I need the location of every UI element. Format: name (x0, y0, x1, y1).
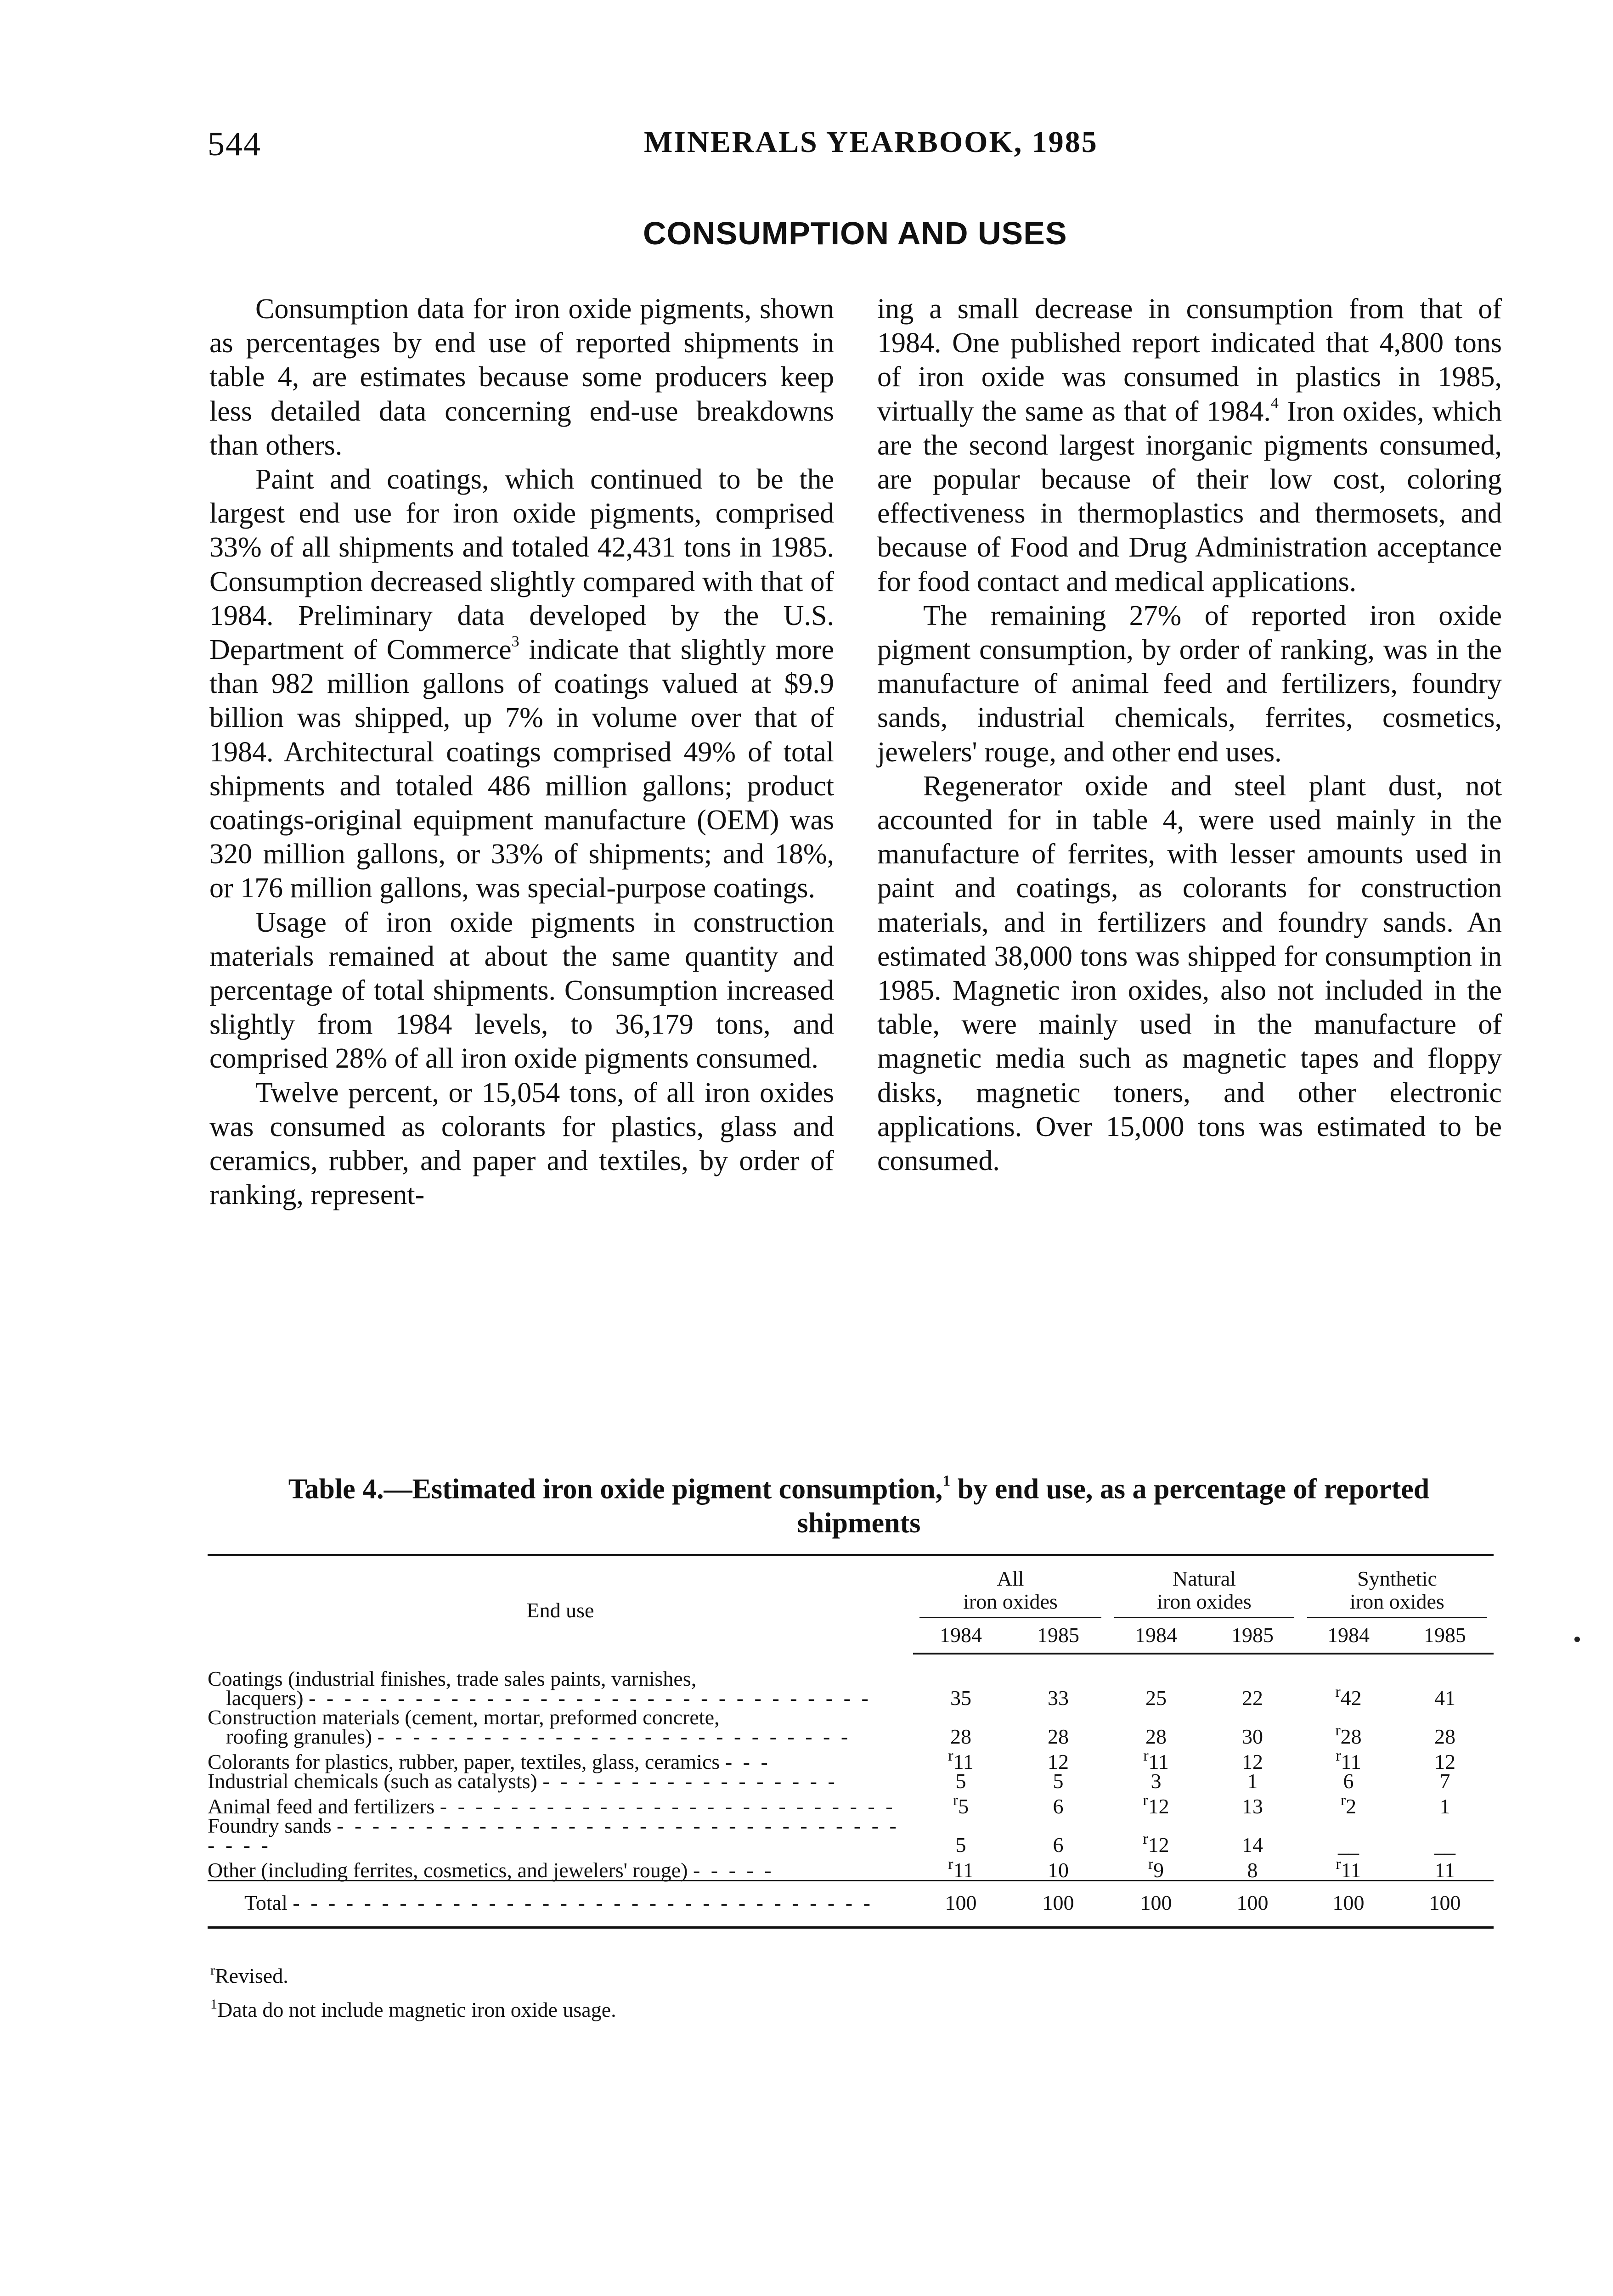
table-cell (1301, 1769, 1396, 1793)
table-cell (1009, 1654, 1108, 1708)
cell-value: 8 (1247, 1858, 1258, 1882)
header-year: 1985 (1204, 1618, 1301, 1654)
table-cell (913, 1708, 1009, 1746)
cell-value: 41 (1434, 1686, 1455, 1710)
cell-value: 12 (1148, 1833, 1169, 1857)
table-row (208, 1746, 1494, 1772)
cell-value: 6 (1343, 1769, 1354, 1793)
cell-value: 11 (1148, 1750, 1169, 1773)
cell-value: 11 (1434, 1858, 1455, 1882)
revised-mark: r (1335, 1683, 1341, 1700)
right-text-column (877, 292, 1502, 1178)
cell-value: 2 (1346, 1795, 1357, 1818)
table-total-row (208, 1881, 1494, 1928)
cell-value: 12 (1148, 1795, 1169, 1818)
cell-value: 9 (1153, 1858, 1164, 1882)
table-cell (1396, 1708, 1494, 1746)
table-cell (1108, 1855, 1204, 1881)
table-row (208, 1708, 1494, 1746)
cell-value: 30 (1242, 1725, 1263, 1748)
header-line: Synthetic (1357, 1567, 1437, 1590)
table-cell (1204, 1769, 1301, 1793)
paragraph-plastics (877, 292, 1502, 599)
cell-value: 5 (955, 1833, 966, 1857)
header-year: 1985 (1009, 1618, 1108, 1654)
header-group-natural (1108, 1555, 1301, 1619)
revised-mark: r (1340, 1792, 1346, 1809)
header-year: 1984 (1108, 1618, 1204, 1654)
cell-value: __ (1434, 1833, 1455, 1857)
header-year: 1985 (1396, 1618, 1494, 1654)
table-cell (1396, 1654, 1494, 1708)
table-row (208, 1791, 1494, 1816)
cell-value: 1 (1247, 1769, 1258, 1793)
row-label (208, 1746, 913, 1772)
cell-value: 28 (950, 1725, 971, 1748)
table-cell (913, 1746, 1009, 1772)
header-line: All (997, 1567, 1024, 1590)
paragraph-text: indicate that slightly more than 982 million gallons of coatings valued at $9.9 billion was shipped, up 7% in volume over that of 1984. Architectural coatings comprised 49% of total shipments and totaled 486 million gallons; product coatings-original equipment manufacture (OEM) was 320 million gallons, or 33% of shipments; and 18%, or 176 million gallons, was special-purpose coatings. (209, 634, 835, 904)
dot-leader: - - - - - - - - - - - - - - - - - - - - - - - - - - (440, 1795, 896, 1818)
total-label-text: Total (244, 1891, 288, 1914)
cell-value: 7 (1439, 1769, 1450, 1793)
dot-leader: - - - - - - - - - - - - - - - - - - - - - - - - - - - (377, 1725, 851, 1748)
cell-value: 5 (1053, 1769, 1064, 1793)
page-number: 544 (208, 125, 261, 163)
cell-value: 12 (1242, 1750, 1263, 1773)
cell-value: 6 (1053, 1833, 1064, 1857)
cell-value: 1 (1439, 1795, 1450, 1818)
cell-value: 11 (953, 1858, 974, 1882)
dot-leader: - - - (725, 1750, 771, 1773)
header-line: iron oxides (963, 1590, 1058, 1613)
total-cell: 100 (1301, 1881, 1396, 1928)
table-cell (1301, 1654, 1396, 1708)
paragraph-paint-coatings (209, 462, 834, 906)
row-label-line: Foundry sands (208, 1814, 332, 1837)
cell-value: 14 (1242, 1833, 1263, 1857)
revised-mark: r (1335, 1722, 1341, 1739)
footnote-ref: 4 (1270, 394, 1279, 412)
cell-value: 28 (1048, 1725, 1069, 1748)
table-cell (1108, 1791, 1204, 1816)
row-label (208, 1769, 913, 1793)
cell-value: 5 (958, 1795, 969, 1818)
table-cell (913, 1791, 1009, 1816)
row-label-line: lacquers) (226, 1686, 304, 1710)
cell-value: 13 (1242, 1795, 1263, 1818)
footnote-ref: 3 (511, 633, 519, 650)
revised-mark: r (1143, 1830, 1148, 1847)
cell-value: 12 (1434, 1750, 1455, 1773)
page-header (208, 125, 1404, 166)
footnote-text: Data do not include magnetic iron oxide usage. (217, 1998, 616, 2021)
paragraph-remaining: The remaining 27% of reported iron oxide pigment consumption, by order of ranking, was in the manufacture of animal feed and fertilizers, foundry sands, industrial chemicals, ferrites, cosmetics, jewelers' rouge, and other end uses. (877, 600, 1502, 768)
cell-value: 28 (1145, 1725, 1167, 1748)
total-cell: 100 (1009, 1881, 1108, 1928)
table-cell (1108, 1746, 1204, 1772)
table-cell (1301, 1746, 1396, 1772)
table-cell (1301, 1855, 1396, 1881)
table-cell (1009, 1746, 1108, 1772)
paragraph-construction: Usage of iron oxide pigments in construction materials remained at about the same quantity and percentage of total shipments. Consumption increased slightly from 1984 levels, to 36,179 tons, and comprised 28% of all iron oxide pigments consumed. (209, 906, 834, 1075)
cell-value: 11 (953, 1750, 974, 1773)
table-cell (1204, 1654, 1301, 1708)
header-line: iron oxides (1157, 1590, 1252, 1613)
paragraph-text: Paint and coatings, which continued to be the largest end use for iron oxide pigments, comprised 33% of all shipments and totaled 42,431 tons in 1985. Consumption decreased slightly compared with that of 1984. Preliminary data developed by the U.S. Department of Commerce (209, 464, 834, 666)
row-label (208, 1791, 913, 1816)
total-label (208, 1881, 913, 1928)
stray-mark (1574, 1637, 1580, 1642)
table-cell (1009, 1791, 1108, 1816)
cell-value: 11 (1341, 1750, 1361, 1773)
cell-value: 35 (950, 1686, 971, 1710)
revised-mark: r (1148, 1856, 1154, 1873)
caption-text: by end use, as a percentage of reported shipments (797, 1474, 1430, 1539)
cell-value: 33 (1048, 1686, 1069, 1710)
total-cell: 100 (1108, 1881, 1204, 1928)
table-cell (913, 1769, 1009, 1793)
table-caption (239, 1472, 1479, 1540)
cell-value: 6 (1053, 1795, 1064, 1818)
table-cell (913, 1855, 1009, 1881)
cell-value: 11 (1341, 1858, 1361, 1882)
table-cell (913, 1816, 1009, 1855)
table-cell (1009, 1816, 1108, 1855)
header-line: iron oxides (1350, 1590, 1444, 1613)
table-cell (1108, 1708, 1204, 1746)
header-line: Natural (1173, 1567, 1236, 1590)
table-footnotes (210, 1956, 616, 2024)
paragraph-regenerator-oxide: Regenerator oxide and steel plant dust, not accounted for in table 4, were used mainly in the manufacture of ferrites, with lesser amounts used in paint and coatings, as colorants for construction materials, and in fertilizers and foundry sands. An estimated 38,000 tons was shipped for consumption in 1985. Magnetic iron oxides, also not included in the table, were mainly used in the manufacture of magnetic media such as magnetic tapes and floppy disks, magnetic toners, and other electronic applications. Over 15,000 tons was estimated to be consumed. (877, 770, 1502, 1177)
row-label-line: Other (including ferrites, cosmetics, and jewelers' rouge) (208, 1858, 688, 1882)
revised-mark: r (1336, 1856, 1341, 1873)
row-label (208, 1855, 913, 1881)
revised-mark: r (948, 1856, 953, 1873)
table-row (208, 1816, 1494, 1855)
table-row (208, 1855, 1494, 1881)
header-end-use: End use (208, 1555, 913, 1654)
row-label (208, 1705, 913, 1748)
dot-leader: - - - - - - - - - - - - - - - - - - - - - - - - - - - - - - - - - (293, 1891, 873, 1914)
total-cell: 100 (1204, 1881, 1301, 1928)
footnote-mark: r (210, 1963, 215, 1978)
header-group-synthetic (1301, 1555, 1494, 1619)
table-cell (1009, 1769, 1108, 1793)
cell-value: 28 (1340, 1725, 1362, 1748)
row-label-line: Construction materials (cement, mortar, preformed concrete, (208, 1705, 720, 1729)
cell-value: 28 (1434, 1725, 1455, 1748)
cell-value: 10 (1048, 1858, 1069, 1882)
table-cell (1204, 1816, 1301, 1855)
table-cell (1204, 1855, 1301, 1881)
table-row (208, 1654, 1494, 1708)
footnote-ref: 1 (942, 1472, 951, 1490)
paragraph-data-estimates: Consumption data for iron oxide pigments, shown as percentages by end use of reported shipments in table 4, are estimates because some producers keep less detailed data concerning end-use breakdowns than others. (209, 293, 834, 461)
header-group-all (913, 1555, 1108, 1619)
footnote-1 (210, 1990, 616, 2024)
paragraph-text: ing a small decrease in consumption from that of 1984. One published report indicated that 4,800 tons of iron oxide was consumed in plastics in 1985, virtually the same as that of 1984. (877, 293, 1502, 427)
table-cell (1301, 1708, 1396, 1746)
caption-text: Table 4.—Estimated iron oxide pigment consumption, (288, 1474, 943, 1505)
left-text-column (209, 292, 834, 1212)
row-label-line: Industrial chemicals (such as catalysts) (208, 1769, 537, 1793)
table-row (208, 1772, 1494, 1791)
row-label-line: Colorants for plastics, rubber, paper, textiles, glass, ceramics (208, 1750, 720, 1773)
table-cell (913, 1654, 1009, 1708)
table-cell (1396, 1816, 1494, 1855)
cell-value: 5 (955, 1769, 966, 1793)
paragraph-colorants: Twelve percent, or 15,054 tons, of all iron oxides was consumed as colorants for plastics, glass and ceramics, rubber, and paper and textiles, by order of ranking, represent- (209, 1077, 834, 1211)
table-cell (1204, 1708, 1301, 1746)
table-cell (1301, 1816, 1396, 1855)
consumption-table (208, 1554, 1494, 1929)
total-cell: 100 (913, 1881, 1009, 1928)
table-cell (1009, 1855, 1108, 1881)
table-cell (1396, 1855, 1494, 1881)
cell-value: 3 (1151, 1769, 1162, 1793)
table-body (208, 1654, 1494, 1928)
section-heading: CONSUMPTION AND USES (643, 215, 1067, 251)
row-label (208, 1654, 913, 1708)
table-cell (1396, 1746, 1494, 1772)
row-label-line: Coatings (industrial finishes, trade sales paints, varnishes, (208, 1667, 697, 1690)
dot-leader: - - - - - - - - - - - - - - - - - - - - - - - - - - - - - - - - - - - - (208, 1814, 899, 1857)
row-label (208, 1816, 913, 1855)
table-cell (1009, 1708, 1108, 1746)
cell-value: 25 (1145, 1686, 1167, 1710)
revised-mark: r (948, 1747, 953, 1764)
revised-mark: r (953, 1792, 959, 1809)
cell-value: 12 (1048, 1750, 1069, 1773)
row-label-line: Animal feed and fertilizers (208, 1795, 435, 1818)
cell-value: 22 (1242, 1686, 1263, 1710)
total-cell: 100 (1396, 1881, 1494, 1928)
table-cell (1204, 1791, 1301, 1816)
revised-mark: r (1143, 1792, 1148, 1809)
header-year: 1984 (1301, 1618, 1396, 1654)
table-cell (1301, 1791, 1396, 1816)
revised-mark: r (1143, 1747, 1149, 1764)
cell-value: 42 (1340, 1686, 1362, 1710)
footnote-mark: 1 (210, 1997, 217, 2012)
footnote-text: Revised. (215, 1964, 288, 1987)
table-cell (1396, 1769, 1494, 1793)
dot-leader: - - - - - (693, 1858, 774, 1882)
table-cell (1108, 1769, 1204, 1793)
footnote-revised (210, 1956, 616, 1990)
paragraph-text: Iron oxides, which are the second largest inorganic pigments consumed, are popular because of their low cost, coloring effectiveness in thermoplastics and thermosets, and because of Food and Drug Administration acceptance for food contact and medical applications. (877, 395, 1502, 597)
dot-leader: - - - - - - - - - - - - - - - - - (542, 1769, 838, 1793)
cell-value: __ (1338, 1833, 1359, 1857)
header-year: 1984 (913, 1618, 1009, 1654)
dot-leader: - - - - - - - - - - - - - - - - - - - - - - - - - - - - - - - - (309, 1686, 871, 1710)
revised-mark: r (1336, 1747, 1341, 1764)
table-cell (1396, 1791, 1494, 1816)
running-title: MINERALS YEARBOOK, 1985 (644, 125, 1098, 159)
row-label-line: roofing granules) (226, 1725, 372, 1748)
table-cell (1108, 1816, 1204, 1855)
table-cell (1108, 1654, 1204, 1708)
table-cell (1204, 1746, 1301, 1772)
